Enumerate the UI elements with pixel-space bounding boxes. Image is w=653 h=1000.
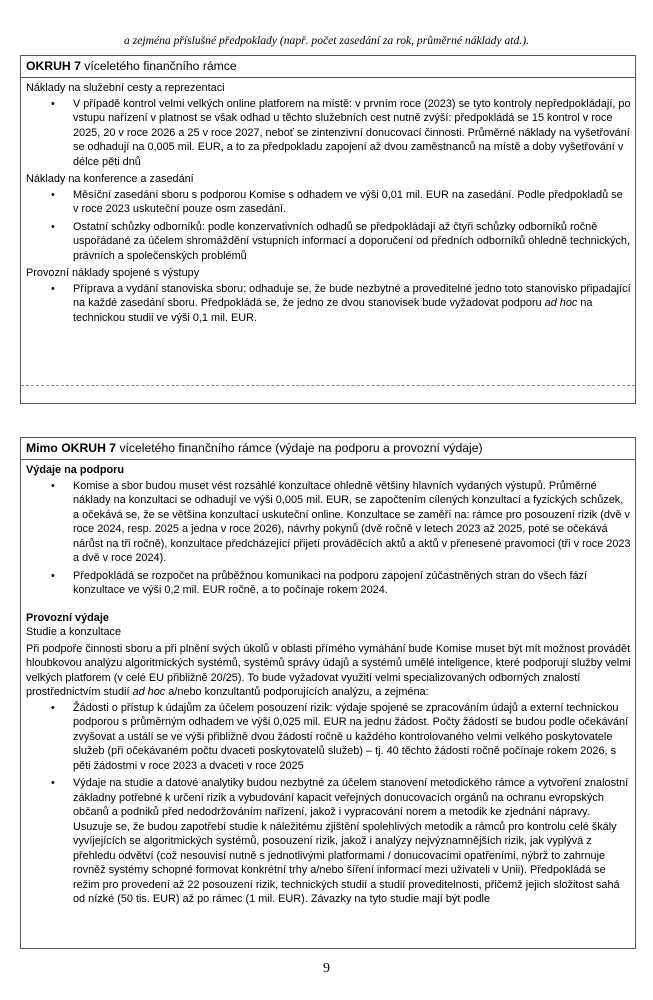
list-item-text: Výdaje na studie a datové analytiky budou nezbytné za účelem stanovení metodického rámce a vytvoření znalostní základny potřebné k určení rizik a vybudování kapacit veřejných donucovacích orgánů na ochranu evropských občanů a podniků před nedodržováním nařízení, jakož i vypracování norem a metodik ke zjednání nápravy. Usuzuje se, že budou zapotřebí studie k náležitému zjištění spolehlivých metodik a rámců pro kontrolu celé škály vyvíjejících se algoritmických systémů, posouzení rizik, jakož i analýzy nejvýznamnějších rizik, jak vyplývá z přehledu odvětví (což nesouvisí nutně s jednotlivými platformami / donucovacími opatřeními, nýbrž to zahrnuje rovněž systémy schopné formovat konkrétní trhy a/nebo šíření informací mezi uživateli v Unii). Předpokládá se režim pro provedení až 22 posouzení rizik, technických studií a studií proveditelnosti, přičemž jejich složitost sahá od nízké (50 tis. EUR) až po rámec (1 mil. EUR). Závazky na tyto studie mají být podle xyxy=(73,777,629,905)
bullet-list xyxy=(26,701,631,907)
section-title: Výdaje na podporu xyxy=(26,464,125,476)
bullet-icon: • xyxy=(51,701,55,714)
paragraph-italic: ad hoc xyxy=(132,686,166,698)
list-item xyxy=(26,479,631,566)
box-content xyxy=(21,81,635,325)
paragraph xyxy=(26,642,631,700)
list-item-text: Příprava a vydání stanoviska sboru: odhaduje se, že bude nezbytné a proveditelné jedno toto stanovisko připadající na každé zasedání sboru. Předpokládá se, že jedno ze dvou stanovisek bude vyžadovat podporu xyxy=(73,282,631,309)
intro-line: a zejména příslušné předpoklady (např. počet zasedání za rok, průměrné náklady atd.). xyxy=(124,34,529,47)
outside-heading-7-box xyxy=(20,437,636,949)
heading-7-box xyxy=(20,55,636,404)
section-title: Provozní náklady spojené s výstupy xyxy=(26,267,200,279)
paragraph-text: a/nebo konzultantů podporujících analýzu, a zejména: xyxy=(165,686,429,698)
list-item-text: Předpokládá se rozpočet na průběžnou komunikaci na podporu zapojení zúčastněných stran do všech fází konzultace ve výši 0,2 mil. EUR ročně, a to počínaje rokem 2024. xyxy=(73,569,587,596)
box-header xyxy=(21,56,635,78)
list-item xyxy=(26,220,631,264)
list-item-text: Ostatní schůzky odborníků: podle konzervativních odhadů se předpokládají až čtyři schůzky odborníků ročně uspořádané za účelem shromáždění vstupních informací a doporučení od předních odborníků ohledně technických, právních a společenských problémů xyxy=(73,220,630,262)
list-item-text: V případě kontrol velmi velkých online platforem na místě: v prvním roce (2023) se tyto kontroly nepředpokládají, po vstupu nařízení v platnost se však odhad u těchto služebních cest nutně zvýší: předpokládá se 15 kontrol v roce 2025, 20 v roce 2026 a 25 v roce 2027, neboť se zintenzivní donucovací činnosti. Průměrné náklady na vyšetřování se odhadují na 0,005 mil. EUR, a to za předpokladu zapojení až dvou zaměstnanců na místě a doby vyšetřování v délce pěti dnů xyxy=(73,97,631,168)
section-title: Provozní výdaje xyxy=(26,611,109,624)
bullet-list xyxy=(26,97,631,170)
bullet-icon: • xyxy=(51,97,55,110)
list-item-text: na technickou studii ve výši 0,1 mil. EUR. xyxy=(73,297,593,324)
list-item xyxy=(26,97,631,170)
bullet-icon: • xyxy=(51,569,55,582)
bullet-icon: • xyxy=(51,282,55,295)
subsection-title: Studie a konzultace xyxy=(26,626,122,638)
list-item-italic: ad hoc xyxy=(544,297,578,309)
bullet-icon: • xyxy=(51,777,55,789)
paragraph-text: Při podpoře činnosti sboru a při plnění svých úkolů v oblasti přímého vymáhání bude Komise muset být mít možnost provádět hloubkovou analýzu algoritmických systémů, systémů správy údajů a systémů umělé inteligence, které podporují služby velmi velkých platforem (v celé EU přibližně 20/25). To bude vyžadovat využití velmi specializovaných odborných znalostí prostřednictvím studií xyxy=(26,642,631,698)
list-item xyxy=(26,776,631,907)
list-item xyxy=(26,282,631,326)
list-item-text: Žádosti o přístup k údajům za účelem posouzení rizik: výdaje spojené se zpracováním údajů a externí technickou podporou s průměrným odhadem ve výši 0,025 mil. EUR na jednu žádost. Počty žádostí se budou podle očekávání zvyšovat a ustálí se ve výši přibližně dvou žádostí ročně u každého kontrolovaného velmi velkého poskytovatele služeb (při očekávaném počtu dvaceti poskytovatelů služeb) – tj. 40 těchto žádostí ročně počínaje rokem 2026, s pěti žádostmi v roce 2023 a dvaceti v roce 2025 xyxy=(73,701,629,772)
bullet-list xyxy=(26,479,631,598)
box-content xyxy=(21,463,635,907)
bullet-list xyxy=(26,282,631,326)
box-header xyxy=(21,438,635,460)
box-header-bold: Mimo OKRUH 7 xyxy=(26,441,117,455)
list-item-text: Komise a sbor budou muset vést rozsáhlé konzultace ohledně většiny hlavních vydaných výstupů. Průměrné náklady na konzultaci se odhadují ve výši 0,005 mil. EUR, se započtením cílených konzultací a fyzických schůzek, a očekává se, že se většina konzultací uskuteční online. Konzultace se zaměří na: rámce pro posouzení rizik (dvě v roce 2024, resp. 2025 a jedna v roce 2026), návrhy pokynů (dvě ročně v letech 2023 až 2025, poté se očekává nárůst na tři ročně), konzultace předcházející přijetí prováděcích aktů a aktů v přenesené pravomoci (tři v roce 2023 a dvě v roce 2024). xyxy=(73,479,631,564)
page-number: 9 xyxy=(323,961,330,976)
dotted-divider xyxy=(21,385,635,386)
box-header-rest: víceletého finančního rámce xyxy=(80,59,237,73)
section-title: Náklady na konference a zasedání xyxy=(26,173,194,185)
list-item xyxy=(26,569,631,598)
list-item xyxy=(26,188,631,217)
box-header-rest: víceletého finančního rámce (výdaje na podporu a provozní výdaje) xyxy=(116,441,483,455)
bullet-icon: • xyxy=(51,188,55,201)
bullet-icon: • xyxy=(51,220,55,233)
list-item-text: Měsíční zasedání sboru s podporou Komise s odhadem ve výši 0,01 mil. EUR na zasedání. Podle předpokladů se v roce 2023 uskuteční pouze osm zasedání. xyxy=(73,188,623,215)
bullet-list xyxy=(26,188,631,264)
box-header-bold: OKRUH 7 xyxy=(26,59,81,73)
section-title: Náklady na služební cesty a reprezentaci xyxy=(26,82,225,94)
list-item xyxy=(26,701,631,774)
bullet-icon: • xyxy=(51,479,55,492)
